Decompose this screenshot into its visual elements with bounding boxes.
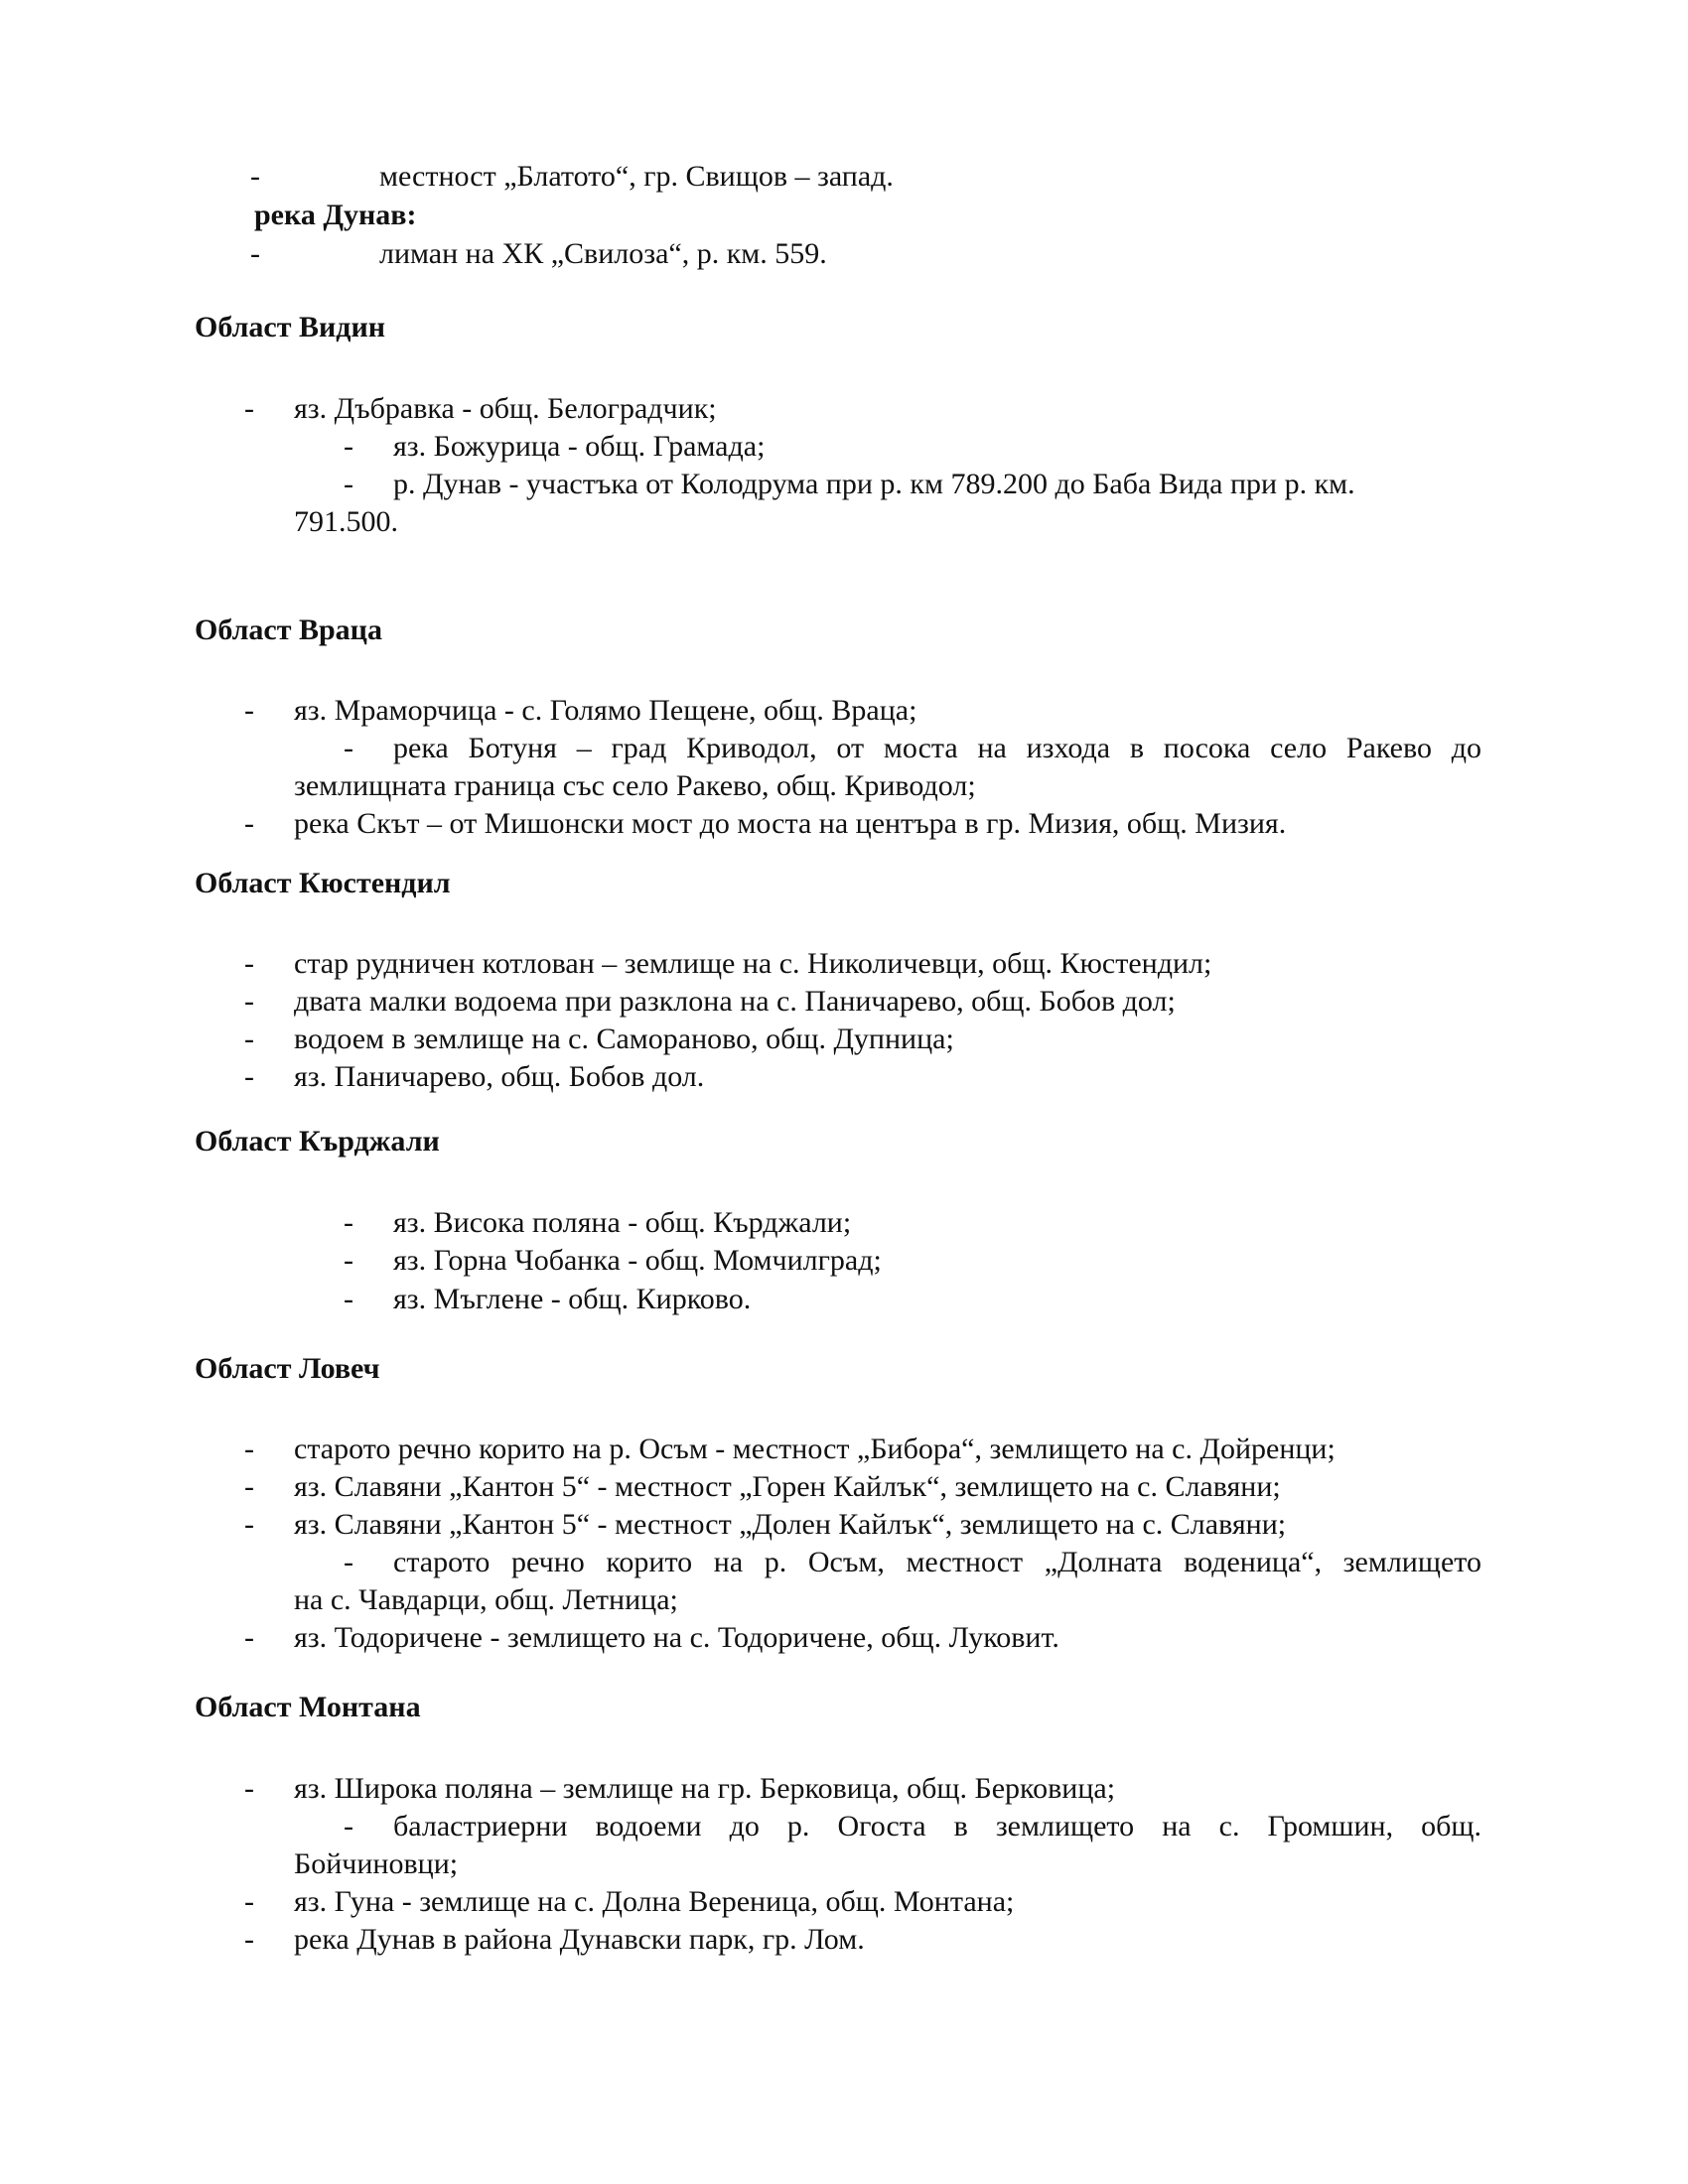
list-item-continuation: 791.500. (294, 505, 398, 538)
bullet-dash: - (244, 1885, 254, 1918)
bullet-dash: - (244, 392, 254, 425)
bullet-dash: - (244, 1508, 254, 1541)
bullet-dash: - (250, 237, 260, 270)
section-title: Област Кюстендил (195, 867, 451, 899)
bullet-dash: - (244, 1023, 254, 1055)
list-item: яз. Славяни „Кантон 5“ - местност „Горен Кайлък“, землището на с. Славяни; (294, 1470, 1281, 1503)
list-item-continuation: землищната граница със село Ракево, общ. Криводол; (294, 769, 976, 802)
list-item: яз. Широка поляна – землище на гр. Берковица, общ. Берковица; (294, 1772, 1116, 1805)
list-item-text: старото речно корито на р. Осъм, местност „Долната воденица“, землището (393, 1546, 1481, 1578)
list-item-text: баластриерни водоеми до р. Огоста в землището на с. Громшин, общ. (393, 1810, 1481, 1843)
bullet-dash: - (244, 947, 254, 980)
section-title: Област Ловеч (195, 1352, 380, 1385)
bullet-dash: - (244, 1470, 254, 1503)
bullet-dash: - (344, 1244, 353, 1277)
bullet-dash: - (244, 985, 254, 1018)
list-item: яз. Паничарево, общ. Бобов дол. (294, 1060, 705, 1093)
bullet-dash: - (344, 1206, 353, 1239)
list-item: стар рудничен котлован – землище на с. Николичевци, общ. Кюстендил; (294, 947, 1212, 980)
list-item: яз. Горна Чобанка - общ. Момчилград; (393, 1244, 882, 1277)
bullet-dash: - (250, 160, 260, 193)
bullet-dash: - (344, 732, 353, 764)
list-item: водоем в землище на с. Самораново, общ. Дупница; (294, 1023, 954, 1055)
list-item-justified (393, 1808, 1481, 1845)
list-item: яз. Гуна - землище на с. Долна Вереница, общ. Монтана; (294, 1885, 1015, 1918)
section-heading: река Дунав: (254, 199, 417, 231)
list-item: яз. Божурица - общ. Грамада; (393, 430, 766, 463)
list-item: старото речно корито на р. Осъм - местност „Бибора“, землището на с. Дойренци; (294, 1433, 1336, 1465)
list-item-continuation: Бойчиновци; (294, 1847, 459, 1880)
bullet-dash: - (344, 1283, 353, 1315)
bullet-dash: - (244, 1433, 254, 1465)
list-item: лиман на ХК „Свилоза“, р. км. 559. (379, 237, 827, 270)
list-item: двата малки водоема при разклона на с. Паничарево, общ. Бобов дол; (294, 985, 1176, 1018)
section-title: Област Монтана (195, 1691, 421, 1723)
list-item: местност „Блатото“, гр. Свищов – запад. (379, 160, 894, 193)
list-item: яз. Мъглене - общ. Кирково. (393, 1283, 752, 1315)
list-item: река Скът – от Мишонски мост до моста на центъра в гр. Мизия, общ. Мизия. (294, 807, 1287, 840)
bullet-dash: - (244, 1923, 254, 1956)
bullet-dash: - (344, 1810, 353, 1843)
bullet-dash: - (244, 1621, 254, 1654)
list-item: р. Дунав - участъка от Колодрума при р. км 789.200 до Баба Вида при р. км. (393, 468, 1355, 500)
bullet-dash: - (344, 468, 353, 500)
section-title: Област Враца (195, 614, 382, 646)
list-item: яз. Мраморчица - с. Голямо Пещене, общ. Враца; (294, 694, 917, 727)
list-item: река Дунав в района Дунавски парк, гр. Лом. (294, 1923, 865, 1956)
list-item: яз. Висока поляна - общ. Кърджали; (393, 1206, 852, 1239)
list-item-justified (393, 730, 1481, 767)
bullet-dash: - (244, 694, 254, 727)
bullet-dash: - (244, 1772, 254, 1805)
list-item: яз. Дъбравка - общ. Белоградчик; (294, 392, 717, 425)
list-item-continuation: на с. Чавдарци, общ. Летница; (294, 1583, 678, 1616)
list-item: яз. Славяни „Кантон 5“ - местност „Долен Кайлък“, землището на с. Славяни; (294, 1508, 1287, 1541)
list-item: яз. Тодоричене - землището на с. Тодоричене, общ. Луковит. (294, 1621, 1059, 1654)
bullet-dash: - (344, 430, 353, 463)
bullet-dash: - (244, 807, 254, 840)
bullet-dash: - (244, 1060, 254, 1093)
section-title: Област Кърджали (195, 1125, 440, 1158)
list-item-text: река Ботуня – град Криводол, от моста на изхода в посока село Ракево до (393, 732, 1481, 764)
bullet-dash: - (344, 1546, 353, 1578)
section-title: Област Видин (195, 311, 386, 343)
list-item-justified (393, 1544, 1481, 1581)
